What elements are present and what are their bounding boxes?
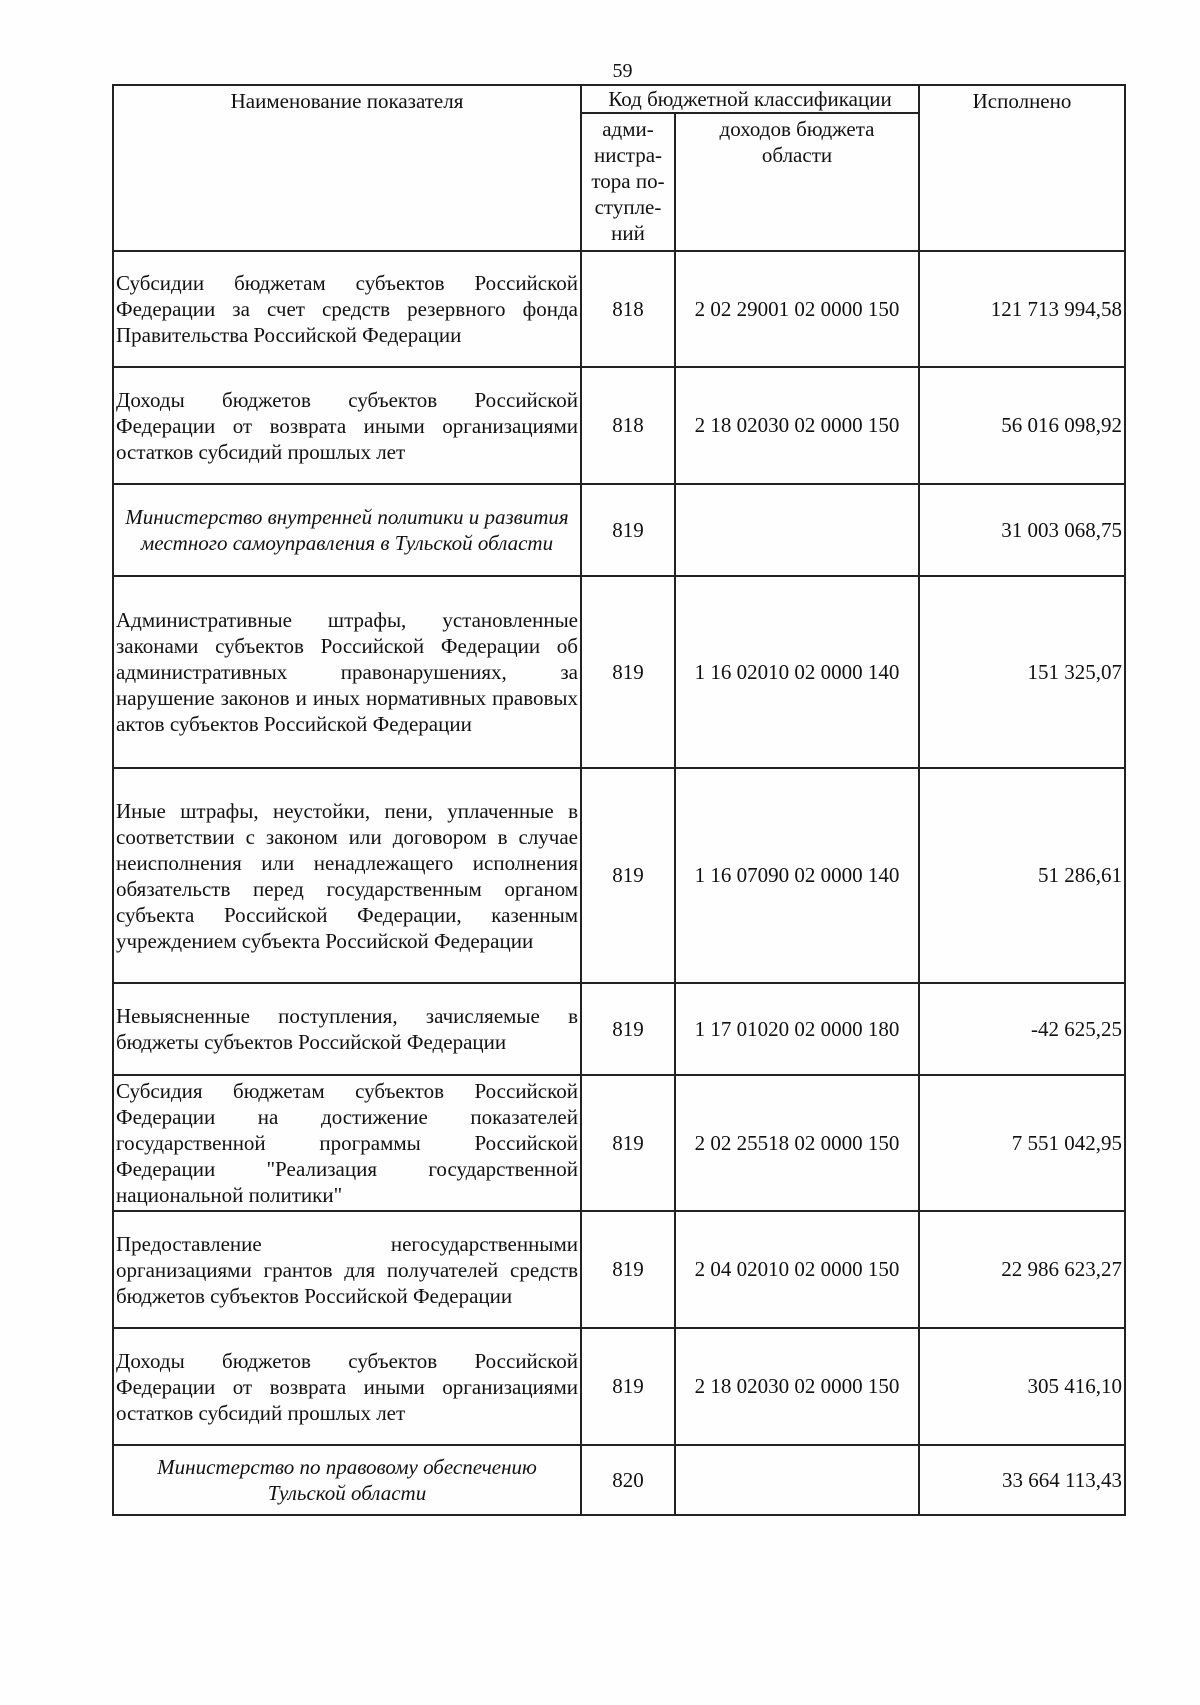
admin-code-cell: 819 [581,1211,675,1328]
table-header-row [113,85,1125,113]
income-code-cell [675,1445,919,1515]
table-row [113,367,1125,484]
executed-sum-cell: 33 664 113,43 [919,1445,1125,1515]
header-admin [581,113,675,251]
table-row [113,1211,1125,1328]
income-code-cell: 1 16 07090 02 0000 140 [675,768,919,983]
header-budget-code: Код бюджетной классификации [581,85,919,113]
table-row [113,768,1125,983]
executed-sum-cell: 51 286,61 [919,768,1125,983]
executed-sum-cell: -42 625,25 [919,983,1125,1075]
ministry-name-cell: Министерство внутренней политики и развития местного самоуправления в Тульской области [113,484,581,576]
page-number: 59 [612,60,633,82]
executed-sum-cell: 22 986 623,27 [919,1211,1125,1328]
table-row [113,983,1125,1075]
executed-sum-cell: 305 416,10 [919,1328,1125,1445]
table-row [113,576,1125,768]
admin-code-cell: 819 [581,484,675,576]
executed-sum-cell: 151 325,07 [919,576,1125,768]
header-income-code [675,113,919,251]
header-income-code-text: доходов бюджета области [719,117,875,167]
table-row [113,251,1125,367]
ministry-row [113,1445,1125,1515]
indicator-name-cell: Субсидии бюджетам субъектов Российской Федерации за счет средств резервного фонда Правительства Российской Федерации [113,251,581,367]
income-code-cell: 2 18 02030 02 0000 150 [675,367,919,484]
ministry-name-cell: Министерство по правовому обеспечению Тульской области [113,1445,581,1515]
header-executed: Исполнено [919,85,1125,251]
income-code-cell: 2 18 02030 02 0000 150 [675,1328,919,1445]
budget-table [112,84,1126,1516]
admin-code-cell: 819 [581,768,675,983]
income-code-cell: 2 02 25518 02 0000 150 [675,1075,919,1211]
indicator-name-cell: Доходы бюджетов субъектов Российской Федерации от возврата иными организациями остатков субсидий прошлых лет [113,1328,581,1445]
indicator-name-cell: Иные штрафы, неустойки, пени, уплаченные в соответствии с законом или договором в случае неисполнения или ненадлежащего исполнения обязательств перед государственным органом субъекта Российской Федерации, казенным учреждением субъекта Российской Федерации [113,768,581,983]
executed-sum-cell: 7 551 042,95 [919,1075,1125,1211]
admin-code-cell: 819 [581,576,675,768]
table-row [113,1075,1125,1211]
income-code-cell: 1 17 01020 02 0000 180 [675,983,919,1075]
admin-code-cell: 819 [581,1075,675,1211]
executed-sum-cell: 121 713 994,58 [919,251,1125,367]
indicator-name-cell: Доходы бюджетов субъектов Российской Федерации от возврата иными организациями остатков субсидий прошлых лет [113,367,581,484]
executed-sum-cell: 31 003 068,75 [919,484,1125,576]
indicator-name-cell: Административные штрафы, установленные законами субъектов Российской Федерации об административных правонарушениях, за нарушение законов и иных нормативных правовых актов субъектов Российской Федерации [113,576,581,768]
executed-sum-cell: 56 016 098,92 [919,367,1125,484]
table-row [113,1328,1125,1445]
indicator-name-cell: Невыясненные поступления, зачисляемые в бюджеты субъектов Российской Федерации [113,983,581,1075]
indicator-name-cell: Предоставление негосударственными организациями грантов для получателей средств бюджетов субъектов Российской Федерации [113,1211,581,1328]
admin-code-cell: 819 [581,983,675,1075]
income-code-cell: 2 02 29001 02 0000 150 [675,251,919,367]
header-name: Наименование показателя [113,85,581,251]
header-admin-text: адми- нистра- тора по- ступле- ний [591,117,665,245]
indicator-name-cell: Субсидия бюджетам субъектов Российской Федерации на достижение показателей государственной программы Российской Федерации "Реализация государственной национальной политики" [113,1075,581,1211]
admin-code-cell: 818 [581,251,675,367]
income-code-cell [675,484,919,576]
ministry-row [113,484,1125,576]
income-code-cell: 1 16 02010 02 0000 140 [675,576,919,768]
income-code-cell: 2 04 02010 02 0000 150 [675,1211,919,1328]
admin-code-cell: 819 [581,1328,675,1445]
admin-code-cell: 820 [581,1445,675,1515]
admin-code-cell: 818 [581,367,675,484]
